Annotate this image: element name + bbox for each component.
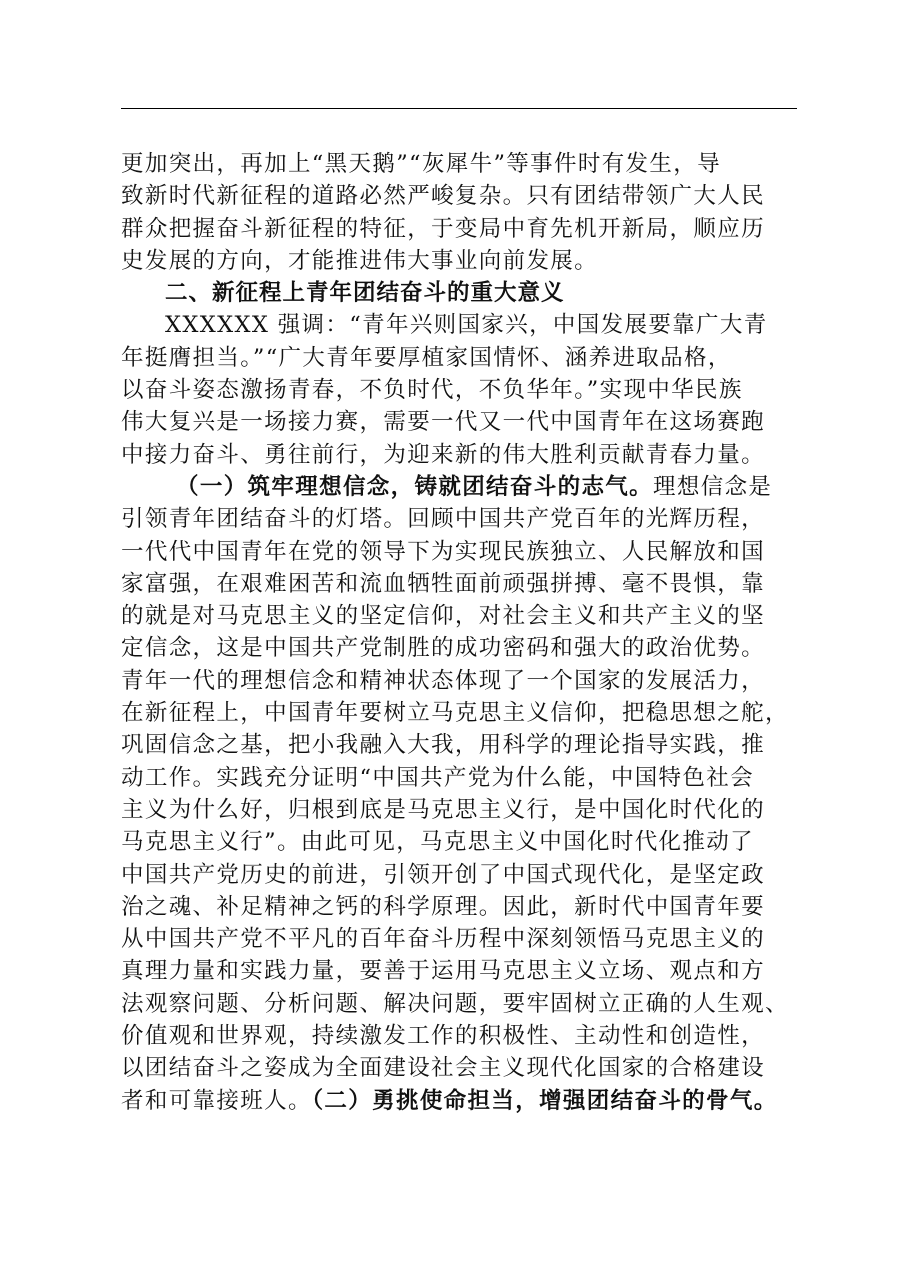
text-line: 伟大复兴是一场接力赛，需要一代又一代中国青年在这场赛跑 <box>121 409 765 436</box>
text-line: 更加突出，再加上“黑天鹅”“灰犀牛”等事件时有发生，导 <box>121 151 721 177</box>
text-line: 以奋斗姿态激扬青春，不负时代，不负华年。”实现中华民族 <box>121 377 743 404</box>
text-line: 动工作。实践充分证明“中国共产党为什么能，中国特色社会 <box>121 764 754 791</box>
text-span: 理想信念是 <box>653 473 773 500</box>
text-line: 引领青年团结奋斗的灯塔。回顾中国共产党百年的光辉历程， <box>121 506 765 533</box>
text-line: 的就是对马克思主义的坚定信仰，对社会主义和共产主义的坚 <box>121 603 765 630</box>
text-line: 年挺膺担当。”“广大青年要厚植家国情怀、涵养进取品格， <box>121 344 732 371</box>
text-line: 致新时代新征程的道路必然严峻复杂。只有团结带领广大人民 <box>121 183 765 210</box>
subsection-heading-1: （一）筑牢理想信念，铸就团结奋斗的志气。 <box>176 473 654 500</box>
text-line: 马克思主义行”。由此可见，马克思主义中国化时代化推动了 <box>121 829 754 856</box>
text-line: 青年一代的理想信念和精神状态体现了一个国家的发展活力， <box>121 667 765 694</box>
text-line: 价值观和世界观，持续激发工作的积极性、主动性和创造性， <box>121 1023 765 1050</box>
text-line: 中国共产党历史的前进，引领开创了中国式现代化，是坚定政 <box>121 861 765 888</box>
section-heading: 二、新征程上青年团结奋斗的重大意义 <box>165 280 565 307</box>
text-line: 中接力奋斗、勇往前行，为迎来新的伟大胜利贡献青春力量。 <box>121 441 765 468</box>
text-line: 巩固信念之基，把小我融入大我，用科学的理论指导实践，推 <box>121 732 765 759</box>
subsection-heading-2: （二）勇挑使命担当，增强团结奋斗的骨气。 <box>311 1087 778 1114</box>
text-line: 从中国共产党不平凡的百年奋斗历程中深刻领悟马克思主义的 <box>121 926 765 953</box>
last-line <box>121 1085 805 1117</box>
text-line: 史发展的方向，才能推进伟大事业向前发展。 <box>121 247 599 274</box>
text-line: 在新征程上，中国青年要树立马克思主义信仰，把稳思想之舵， <box>121 700 789 727</box>
text-line: 一代代中国青年在党的领导下为实现民族独立、人民解放和国 <box>121 538 765 565</box>
text-line: 治之魂、补足精神之钙的科学原理。因此，新时代中国青年要 <box>121 893 765 920</box>
text-line: 真理力量和实践力量，要善于运用马克思主义立场、观点和方 <box>121 958 765 985</box>
text-line: XXXXXX 强调：“青年兴则国家兴，中国发展要靠广大青 <box>165 312 768 339</box>
header-rule <box>121 108 797 109</box>
text-line: 法观察问题、分析问题、解决问题，要牢固树立正确的人生观、 <box>121 990 789 1017</box>
text-line: 家富强，在艰难困苦和流血牺牲面前顽强拼搏、毫不畏惧，靠 <box>121 570 765 597</box>
document-body <box>121 148 805 1117</box>
text-line: 群众把握奋斗新征程的特征，于变局中育先机开新局，顺应历 <box>121 215 765 242</box>
text-line: 主义为什么好，归根到底是马克思主义行，是中国化时代化的 <box>121 796 765 823</box>
subsection-line <box>121 471 805 503</box>
text-line: 定信念，这是中国共产党制胜的成功密码和强大的政治优势。 <box>121 635 765 662</box>
text-span: 者和可靠接班人。 <box>121 1087 312 1114</box>
text-line: 以团结奋斗之姿成为全面建设社会主义现代化国家的合格建设 <box>121 1055 765 1082</box>
